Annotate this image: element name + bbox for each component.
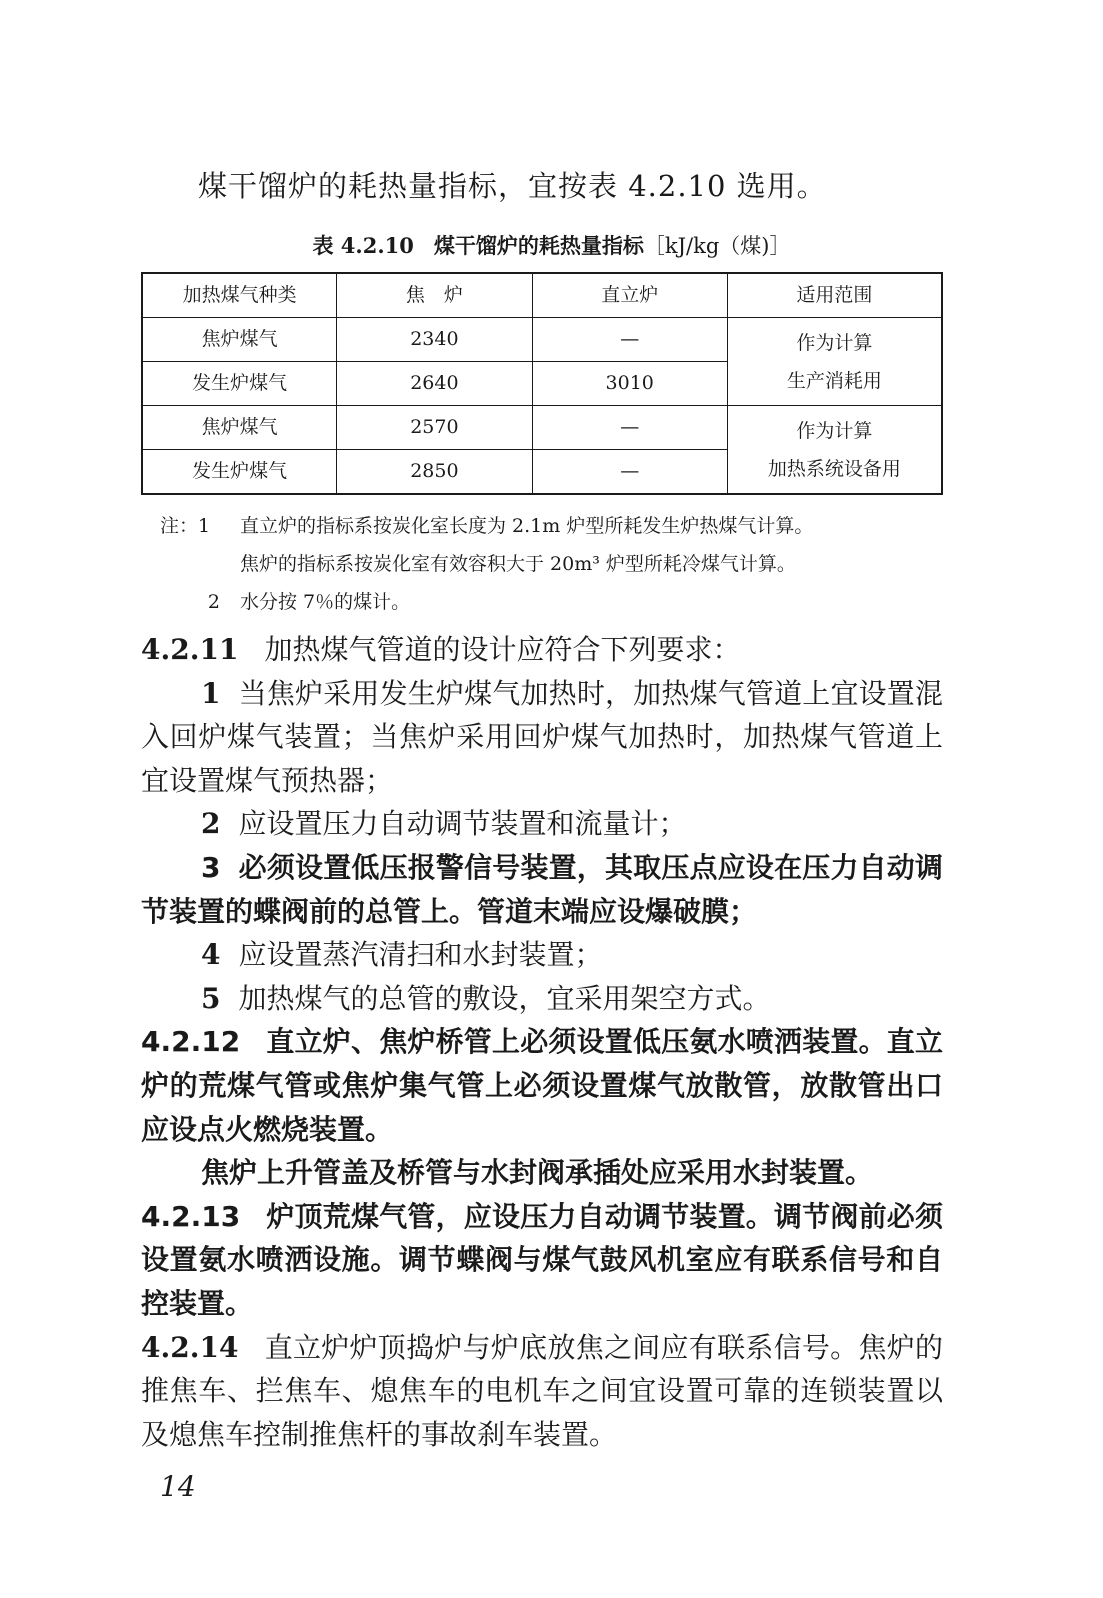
table-caption-title: 煤干馏炉的耗热量指标 (433, 233, 644, 258)
cell-gas-type: 焦炉煤气 (142, 318, 337, 362)
note-item (160, 507, 813, 545)
note-item (160, 583, 813, 621)
note-label: 2 (207, 591, 220, 613)
list-item (141, 933, 943, 977)
item-text: 应设置压力自动调节装置和流量计； (238, 807, 687, 841)
cell-scope (727, 318, 942, 406)
section-text: 直立炉、焦炉桥管上必须设置低压氨水喷洒装置。直立炉的荒煤气管或焦炉集气管上必须设置煤气放散管，放散管出口应设点火燃烧装置。 (141, 1025, 943, 1146)
note-item (160, 545, 813, 583)
scope-line: 加热系统设备用 (767, 457, 901, 480)
table-caption (0, 230, 1103, 260)
item-number: 5 (201, 981, 221, 1015)
table-row (142, 318, 942, 362)
note-text: 水分按 7％的煤计。 (240, 591, 411, 613)
note-label: 注：1 (160, 515, 211, 537)
cell-coke-oven: 2850 (337, 450, 532, 495)
section-number: 4.2.11 (141, 633, 239, 666)
cell-vertical-retort: — (532, 318, 727, 362)
scope-line: 生产消耗用 (786, 369, 882, 392)
cell-coke-oven: 2640 (337, 362, 532, 406)
item-text: 应设置蒸汽清扫和水封装置； (238, 938, 603, 972)
cell-coke-oven: 2340 (337, 318, 532, 362)
table-row (142, 406, 942, 450)
header-gas-type: 加热煤气种类 (142, 273, 337, 318)
section-4-2-14 (141, 1326, 943, 1457)
table-caption-number: 表 4.2.10 (312, 233, 414, 258)
scope-line: 作为计算 (796, 419, 873, 442)
item-number: 3 (201, 850, 221, 884)
section-text: 直立炉炉顶捣炉与炉底放焦之间应有联系信号。焦炉的推焦车、拦焦车、熄焦车的电机车之间宜设置可靠的连锁装置以及熄焦车控制推焦杆的事故刹车装置。 (141, 1330, 943, 1451)
item-text: 加热煤气的总管的敷设，宜采用架空方式。 (238, 981, 771, 1015)
item-text: 必须设置低压报警信号装置，其取压点应设在压力自动调节装置的蝶阀前的总管上。管道末端应设爆破膜； (141, 850, 943, 928)
table-header-row (142, 273, 942, 318)
section-4-2-12 (141, 1020, 943, 1151)
section-4-2-13 (141, 1195, 943, 1326)
cell-vertical-retort: — (532, 450, 727, 495)
section-number: 4.2.13 (141, 1199, 241, 1233)
item-text: 当焦炉采用发生炉煤气加热时，加热煤气管道上宜设置混入回炉煤气装置；当焦炉采用回炉煤气加热时，加热煤气管道上宜设置煤气预热器； (141, 676, 943, 797)
cell-gas-type: 焦炉煤气 (142, 406, 337, 450)
intro-paragraph: 煤干馏炉的耗热量指标，宜按表 4.2.10 选用。 (198, 169, 827, 203)
note-indent (160, 545, 240, 583)
note-text: 直立炉的指标系按炭化室长度为 2.1m 炉型所耗发生炉热煤气计算。 (240, 515, 814, 537)
cell-coke-oven: 2570 (337, 406, 532, 450)
section-4-2-11 (141, 628, 943, 672)
table-caption-unit: ［kJ/kg（煤)］ (643, 234, 791, 258)
page-number: 14 (160, 1470, 196, 1503)
list-item (141, 977, 943, 1021)
section-number: 4.2.12 (141, 1025, 241, 1059)
document-body (141, 628, 943, 1456)
cell-gas-type: 发生炉煤气 (142, 450, 337, 495)
cell-gas-type: 发生炉煤气 (142, 362, 337, 406)
table-notes (160, 507, 813, 621)
list-item (141, 802, 943, 846)
section-text: 加热煤气管道的设计应符合下列要求： (264, 633, 741, 666)
section-text: 炉顶荒煤气管，应设压力自动调节装置。调节阀前必须设置氨水喷洒设施。调节蝶阀与煤气鼓风机室应有联系信号和自控装置。 (141, 1199, 943, 1320)
section-number: 4.2.14 (141, 1330, 239, 1364)
list-item (141, 672, 943, 803)
item-number: 1 (201, 676, 221, 710)
scope-line: 作为计算 (796, 331, 873, 354)
cell-scope (727, 406, 942, 495)
heat-consumption-table (141, 272, 943, 495)
header-vertical-retort: 直立炉 (532, 273, 727, 318)
note-text: 焦炉的指标系按炭化室有效容积大于 20m³ 炉型所耗冷煤气计算。 (240, 553, 796, 575)
item-number: 2 (201, 807, 221, 841)
section-paragraph: 焦炉上升管盖及桥管与水封阀承插处应采用水封装置。 (201, 1156, 874, 1190)
cell-vertical-retort: 3010 (532, 362, 727, 406)
header-coke-oven: 焦 炉 (337, 273, 532, 318)
item-number: 4 (201, 938, 221, 972)
header-scope: 适用范围 (727, 273, 942, 318)
list-item (141, 846, 943, 933)
cell-vertical-retort: — (532, 406, 727, 450)
